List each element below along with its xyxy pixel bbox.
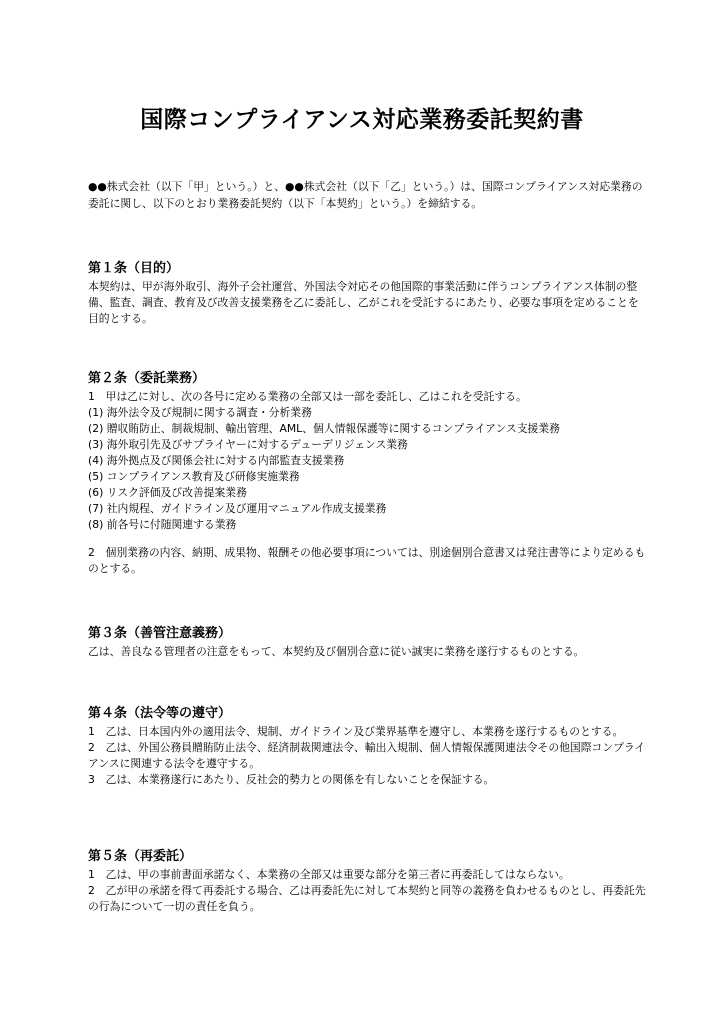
article-5-heading: 第５条（再委託） bbox=[88, 849, 193, 864]
article-3-heading: 第３条（善管注意義務） bbox=[88, 626, 232, 641]
article-2-item-6: (6) リスク評価及び改善提案業務 bbox=[88, 486, 247, 499]
article-4-clause-3: 3 乙は、本業務遂行にあたり、反社会的勢力との関係を有しないことを保証する。 bbox=[88, 773, 495, 786]
article-2-item-8: (8) 前各号に付随関連する業務 bbox=[88, 518, 237, 531]
article-2-item-5: (5) コンプライアンス教育及び研修実施業務 bbox=[88, 470, 300, 483]
article-2-item-4: (4) 海外拠点及び関係会社に対する内部監査支援業務 bbox=[88, 454, 345, 467]
article-4-clause-1: 1 乙は、日本国内外の適用法令、規制、ガイドライン及び業界基準を遵守し、本業務を遂行するものとする。 bbox=[88, 725, 624, 738]
spacer bbox=[88, 533, 648, 545]
article-2-item-7: (7) 社内規程、ガイドライン及び運用マニュアル作成支援業務 bbox=[88, 502, 387, 515]
document-title: 国際コンプライアンス対応業務委託契約書 bbox=[140, 107, 584, 133]
article-5 bbox=[88, 848, 648, 915]
preamble-text: ●●株式会社（以下「甲」という。）と、●●株式会社（以下「乙」という。）は、国際コンプライアンス対応業務の委託に関し、以下のとおり業務委託契約（以下「本契約」という。）を締結する。 bbox=[88, 180, 643, 210]
article-2 bbox=[88, 370, 648, 577]
article-1 bbox=[88, 260, 648, 327]
article-2-clause-2: 2 個別業務の内容、納期、成果物、報酬その他必要事項については、別途個別合意書又は発注書等により定めるものとする。 bbox=[88, 546, 646, 575]
article-1-text: 本契約は、甲が海外取引、海外子会社運営、外国法令対応その他国際的事業活動に伴うコンプライアンス体制の整備、監査、調査、教育及び改善支援業務を乙に委託し、乙がこれを受託するにあたり、必要な事項を定めることを目的とする。 bbox=[88, 280, 639, 325]
article-3 bbox=[88, 625, 648, 660]
article-5-clause-1: 1 乙は、甲の事前書面承諾なく、本業務の全部又は重要な部分を第三者に再委託してはならない。 bbox=[88, 868, 570, 881]
article-2-item-2: (2) 贈収賄防止、制裁規制、輸出管理、AML、個人情報保護等に関するコンプライアンス支援業務 bbox=[88, 422, 560, 435]
article-2-item-3: (3) 海外取引先及びサプライヤーに対するデューデリジェンス業務 bbox=[88, 438, 408, 451]
article-4-clause-2: 2 乙は、外国公務員贈賄防止法令、経済制裁関連法令、輸出入規制、個人情報保護関連法令その他国際コンプライアンスに関連する法令を遵守する。 bbox=[88, 741, 646, 770]
article-2-item-1: (1) 海外法令及び規制に関する調査・分析業務 bbox=[88, 406, 312, 419]
article-4 bbox=[88, 705, 648, 788]
article-4-heading: 第４条（法令等の遵守） bbox=[88, 706, 232, 721]
article-2-clause-1: 1 甲は乙に対し、次の各号に定める業務の全部又は一部を委託し、乙はこれを受託する。 bbox=[88, 390, 527, 403]
preamble bbox=[88, 178, 648, 212]
article-3-text: 乙は、善良なる管理者の注意をもって、本契約及び個別合意に従い誠実に業務を遂行するものとする。 bbox=[88, 645, 585, 658]
article-5-clause-2: 2 乙が甲の承諾を得て再委託する場合、乙は再委託先に対して本契約と同等の義務を負わせるものとし、再委託先の行為について一切の責任を負う。 bbox=[88, 884, 646, 913]
article-1-heading: 第１条（目的） bbox=[88, 261, 180, 276]
article-2-heading: 第２条（委託業務） bbox=[88, 371, 206, 386]
